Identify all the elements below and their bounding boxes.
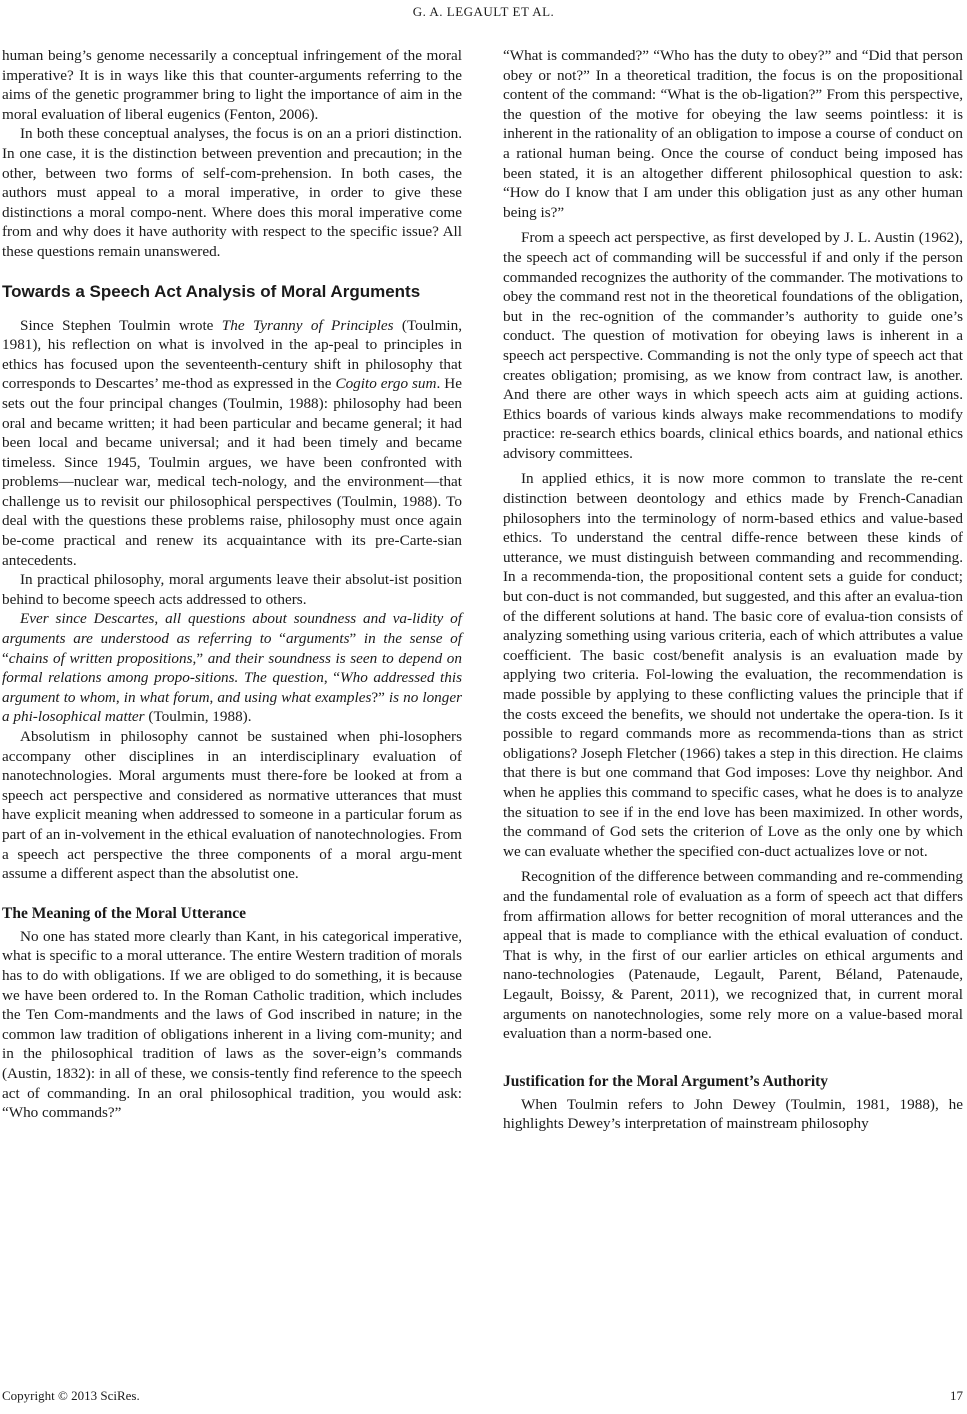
- paragraph: Since Stephen Toulmin wrote The Tyranny of Principles (Toulmin, 1981), his reflection on what is involved in the ap-peal to principles in ethics has focused upon the seventeenth-century shift in philosophy that corresponds to Descartes’ me-thod as expressed in the Cogito ergo sum. He sets out the four principal changes (Toulmin, 1988): philosophy had been oral and became written; it had been particular and became general; it had been local and became universal; and it had been timely and became timeless. Since 1945, Toulmin argues, we have been confronted with problems—nuclear war, medical tech-nology, and the environment—that challenge us to revisit our philosophical perspectives (Toulmin, 1988). To deal with the questions these problems raise, philosophy must once again be-come practical and renew its acquaintance with its pre-Carte-sian antecedents.: [2, 316, 462, 569]
- paragraph: In both these conceptual analyses, the focus is on an a priori distinction. In one case, it is the distinction between prevention and precaution; in the other, between two forms of self-com-prehension. In both cases, the authors must appeal to a moral imperative, in order to give these distinctions a moral compo-nent. Where does this moral imperative come from and why does it have authority with respect to the specific issue? All these questions remain unanswered.: [2, 125, 462, 260]
- paragraph: Absolutism in philosophy cannot be sustained when phi-losophers accompany other disciplines in an interdisciplinary evaluation of nanotechnologies. Moral arguments must there-fore be looked at from a speech act perspective and considered as normative utterances that must have explicit meaning when addressed to someone in a particular forum as part of an in-volvement in the ethical evaluation of nanotechnologies. From a speech act perspective the three components of a moral argu-ment assume a different aspect than the absolutist one.: [2, 728, 462, 883]
- paragraph: In practical philosophy, moral arguments leave their absolut-ist position behind to become speech acts addressed to others.: [2, 571, 462, 608]
- subsection-heading: The Meaning of the Moral Utterance: [2, 904, 247, 922]
- subsection-heading: Justification for the Moral Argument’s Authority: [503, 1072, 829, 1090]
- latin-phrase: Cogito ergo sum: [335, 375, 437, 393]
- left-column: [2, 46, 462, 1123]
- paragraph: “What is commanded?” “Who has the duty to obey?” and “Did that person obey or not?” In a theoretical tradition, the focus is on the propositional content of the command: “What is the ob-ligation?” From this perspective, the question of the motive for obeying the law seems pointless: it is inherent in the rationality of an obligation to impose a course of conduct on a rational human being. Once the course of conduct being imposed has been stated, it is an altogether different philosophical question to ask: “How do I know that I am under this obligation just as any other human being is?”: [503, 47, 963, 221]
- paragraph: No one has stated more clearly than Kant, in his categorical imperative, what is specific to a moral utterance. The entire Western tradition of morals has to do with obligations. If we are obliged to do something, it is because we have been ordered to. In the Roman Catholic tradition, which includes the Ten Com-mandments and the laws of God inscribed in nature; in the common law tradition of obligations inherent in a living com-munity; and in the philosophical tradition of laws as the sover-eign’s commands (Austin, 1832): in all of these, we consis-tently find reference to the speech act of commanding. In an oral philosophical tradition, you would ask: “Who commands?”: [2, 927, 462, 1122]
- right-column: [503, 46, 963, 1134]
- section-heading: Towards a Speech Act Analysis of Moral Arguments: [2, 281, 421, 301]
- paragraph: human being’s genome necessarily a conceptual infringement of the moral imperative? It is in ways like this that counter-arguments referring to the aims of the genetic programmer bring to light the importance of aim in the moral evaluation of liberal eugenics (Fenton, 2006).: [2, 47, 462, 123]
- paragraph: In applied ethics, it is now more common to translate the re-cent distinction between deontology and ethics made by French-Canadian philosophers into the terminology of norm-based ethics and value-based ethics. To understand the central diffe-rence between these kinds of utterance, we must distinguish between commanding and recommending. In a recommenda-tion, the propositional content sets a guide for conduct; but con-duct is not commanded, but suggested, and this after an evalua-tion of the different solutions at hand. The basic core of evalua-tion consists of analyzing something using various criteria, each of which attributes a value coefficient. The basic cost/benefit analysis is an evaluation made by applying two criteria. Fol-lowing the evaluation, the recommendation is made possible by applying to these conflicting values the principle that if the costs exceed the benefits, we should not undertake the opera-tion. Is it possible to regard commands more as recommenda-tions than as strict obligations? Joseph Fletcher (1966) takes a step in this direction. He claims that there is but one command that God imposes: Love thy neighbor. And when he applies this command to specific cases, what he does is to analyze the situation to see if in the end love has been maximized. In other words, the command of God sets the criterion of Love as the only one by which we can evaluate whether the specified con-duct actualizes love or not.: [503, 470, 963, 860]
- paragraph: Recognition of the difference between commanding and re-commending and the fundamental role of evaluation as a form of speech act that differs from affirmation allows for better recognition of moral utterances and the appeal that is made to compliance with the ethical evaluation of conduct. That is why, in the first of our earlier articles on ethical arguments and nano-technologies (Patenaude, Legault, Parent, Béland, Patenaude, Legault, Boissy, & Parent, 2011), we recognized that, in current moral arguments on nanotechnologies, some rely more on a value-based moral evaluation than a norm-based one.: [503, 868, 963, 1043]
- paragraph: When Toulmin refers to John Dewey (Toulmin, 1981, 1988), he highlights Dewey’s interpretation of mainstream philosophy: [503, 1095, 963, 1133]
- paragraph: From a speech act perspective, as first developed by J. L. Austin (1962), the speech act of commanding will be successful if and only if the person commanded recognizes the authority of the commander. The motivations to obey the command rest not in the theoretical foundations of the obligation, but in the rec-ognition of the commander’s authority to guide one’s conduct. The question of motivation for obeying laws is inherent in a speech act perspective. Commanding is not the only type of speech act that creates obligation; promising, as we know from contract law, is another. And there are other ways in which speech acts aim at guiding actions. Ethics boards of various kinds always make recommendations to modify practice: re-search ethics boards, clinical ethics boards, and national ethics advisory committees.: [503, 229, 963, 462]
- quotation-paragraph: Ever since Descartes, all questions about soundness and va-lidity of arguments are understood as referring to “arguments” in the sense of “chains of written propositions,” and their soundness is seen to depend on formal relations among propo-sitions. The question, “Who addressed this argument to whom, in what forum, and using what examples?” is no longer a phi-losophical matter (Toulmin, 1988).: [2, 610, 463, 726]
- book-title: The Tyranny of Principles: [221, 316, 394, 334]
- page-number: 17: [950, 1388, 963, 1403]
- copyright-footer: Copyright © 2013 SciRes.: [2, 1388, 140, 1403]
- running-head: G. A. LEGAULT ET AL.: [412, 4, 555, 19]
